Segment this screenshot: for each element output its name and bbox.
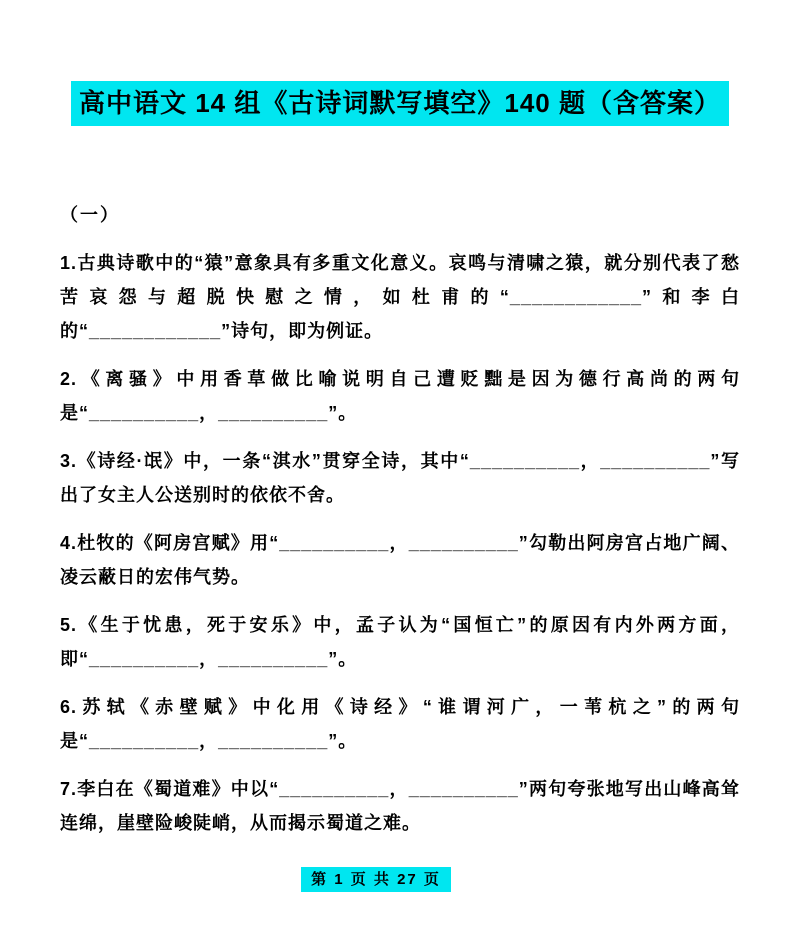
question-6: 6.苏轼《赤壁赋》中化用《诗经》“谁谓河广，一苇杭之”的两句是“__________，__________”。 xyxy=(60,697,740,751)
question-1: 1.古典诗歌中的“猿”意象具有多重文化意义。哀鸣与清啸之猿，就分别代表了愁苦哀怨与超脱快慰之情，如杜甫的“____________”和李白的“____________”诗句，即为例证。 xyxy=(60,253,740,341)
document-title: 高中语文 14 组《古诗词默写填空》140 题（含答案） xyxy=(71,81,729,126)
question-7: 7.李白在《蜀道难》中以“__________，__________”两句夸张地写出山峰高耸连绵，崖壁险峻陡峭，从而揭示蜀道之难。 xyxy=(60,779,740,833)
question-4: 4.杜牧的《阿房宫赋》用“__________，__________”勾勒出阿房宫占地广阔、凌云蔽日的宏伟气势。 xyxy=(60,533,740,587)
title-row xyxy=(0,81,800,126)
question-2: 2.《离骚》中用香草做比喻说明自己遭贬黜是因为德行高尚的两句是“__________，__________”。 xyxy=(60,369,740,423)
page-number-label: 第 1 页 共 27 页 xyxy=(301,867,451,892)
question-5: 5.《生于忧患，死于安乐》中，孟子认为“国恒亡”的原因有内外两方面，即“__________，__________”。 xyxy=(60,615,740,669)
question-3: 3.《诗经·氓》中，一条“淇水”贯穿全诗，其中“__________，__________”写出了女主人公送别时的依依不舍。 xyxy=(60,451,740,505)
page-footer xyxy=(0,867,800,892)
section-label: （一） xyxy=(60,205,120,225)
document-body xyxy=(60,198,740,840)
